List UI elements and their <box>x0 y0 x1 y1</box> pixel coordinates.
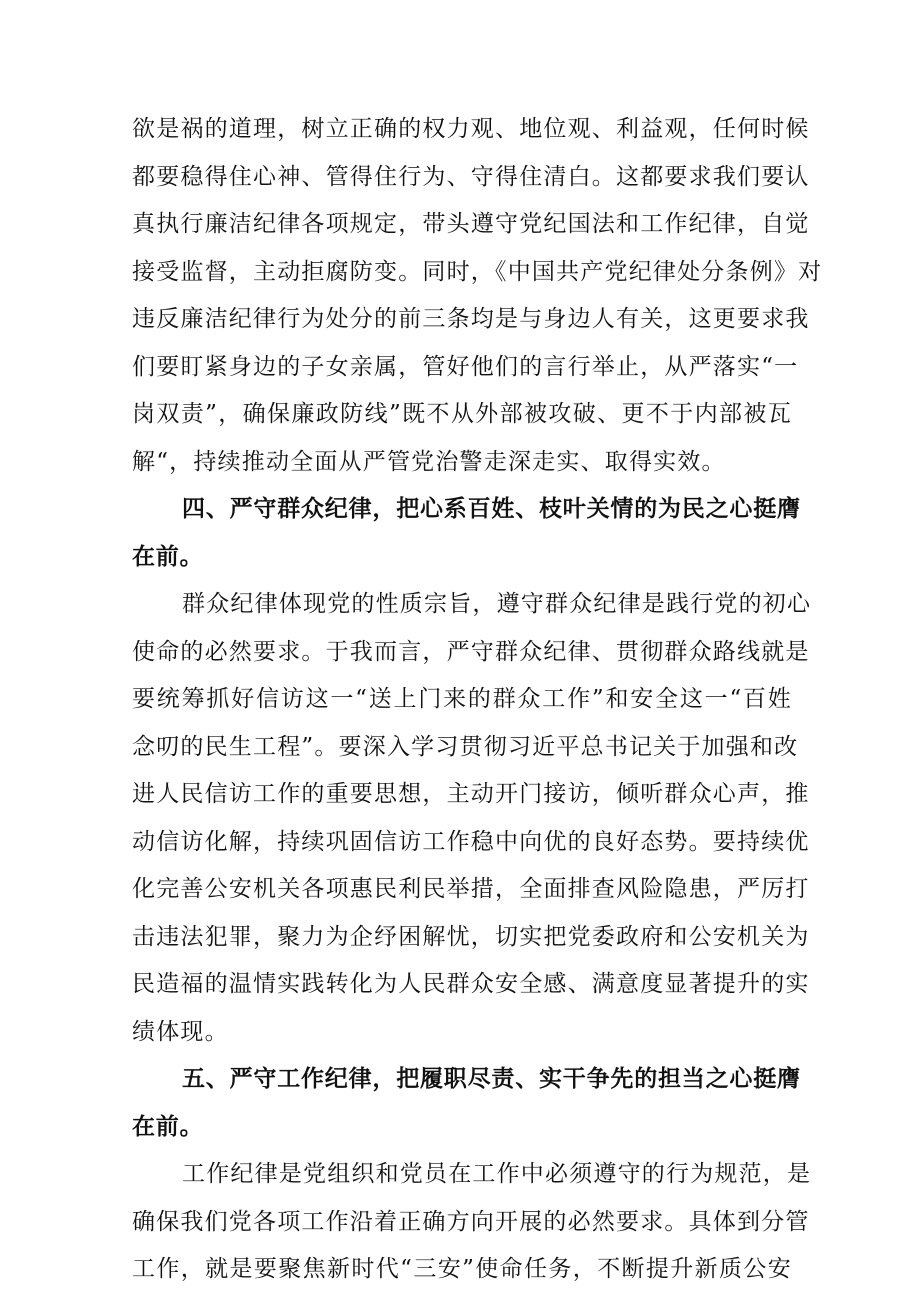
document-page <box>132 106 823 1294</box>
heading-line: 四、严守群众纪律，把心系百姓、枝叶关情的为民之心挺膺 <box>182 496 801 522</box>
text-line: 确保我们党各项工作沿着正确方向开展的必然要求。具体到分管 <box>132 1208 810 1235</box>
text-line: 违反廉洁纪律行为处分的前三条均是与身边人有关，这更要求我 <box>132 306 810 332</box>
text-line: 真执行廉洁纪律各项规定，带头遵守党纪国法和工作纪律，自觉 <box>132 211 810 237</box>
text-line: 化完善公安机关各项惠民利民举措，全面排查风险隐患，严厉打 <box>132 876 810 902</box>
text-line: 欲是祸的道理，树立正确的权力观、地位观、利益观，任何时候 <box>132 116 810 142</box>
heading-line: 五、严守工作纪律，把履职尽责、实干争先的担当之心挺膺 <box>182 1066 801 1092</box>
text-line: 解“，持续推动全面从严管党治警走深走实、取得实效。 <box>132 448 726 475</box>
text-line: 击违法犯罪，聚力为企纾困解忧，切实把党委政府和公安机关为 <box>132 923 810 950</box>
text-line: 都要稳得住心神、管得住行为、守得住清白。这都要求我们要认 <box>132 163 810 190</box>
heading-line: 在前。 <box>132 1113 204 1140</box>
text-line: 岗双责”，确保廉政防线”既不从外部被攻破、更不于内部被瓦 <box>132 401 792 427</box>
heading-line: 在前。 <box>132 543 204 570</box>
text-line: 使命的必然要求。于我而言，严守群众纪律、贯彻群众路线就是 <box>132 638 810 665</box>
text-line: 们要盯紧身边的子女亲属，管好他们的言行举止，从严落实“一 <box>132 353 799 380</box>
body-paragraph <box>132 581 812 1056</box>
section-heading <box>132 1056 801 1151</box>
text-line: 民造福的温情实践转化为人民群众安全感、满意度显著提升的实 <box>132 971 810 997</box>
text-line: 进人民信访工作的重要思想，主动开门接访，倾听群众心声，推 <box>132 781 810 807</box>
text-line: 接受监督，主动拒腐防变。同时，《中国共产党纪律处分条例》对 <box>132 258 823 285</box>
text-line: 要统筹抓好信访这一“送上门来的群众工作”和安全这一“百姓 <box>132 686 792 712</box>
section-heading <box>132 486 801 581</box>
text-line: 工作纪律是党组织和党员在工作中必须遵守的行为规范，是 <box>182 1161 812 1187</box>
text-line: 动信访化解，持续巩固信访工作稳中向优的良好态势。要持续优 <box>132 828 810 855</box>
text-line: 群众纪律体现党的性质宗旨，遵守群众纪律是践行党的初心 <box>182 591 812 617</box>
text-line: 念叨的民生工程”。要深入学习贯彻习近平总书记关于加强和改 <box>132 733 799 760</box>
text-line: 工作，就是要聚焦新时代“三安”使命任务，不断提升新质公安 <box>132 1256 792 1282</box>
body-paragraph <box>132 1151 812 1294</box>
body-paragraph <box>132 106 823 486</box>
text-line: 绩体现。 <box>132 1018 229 1045</box>
